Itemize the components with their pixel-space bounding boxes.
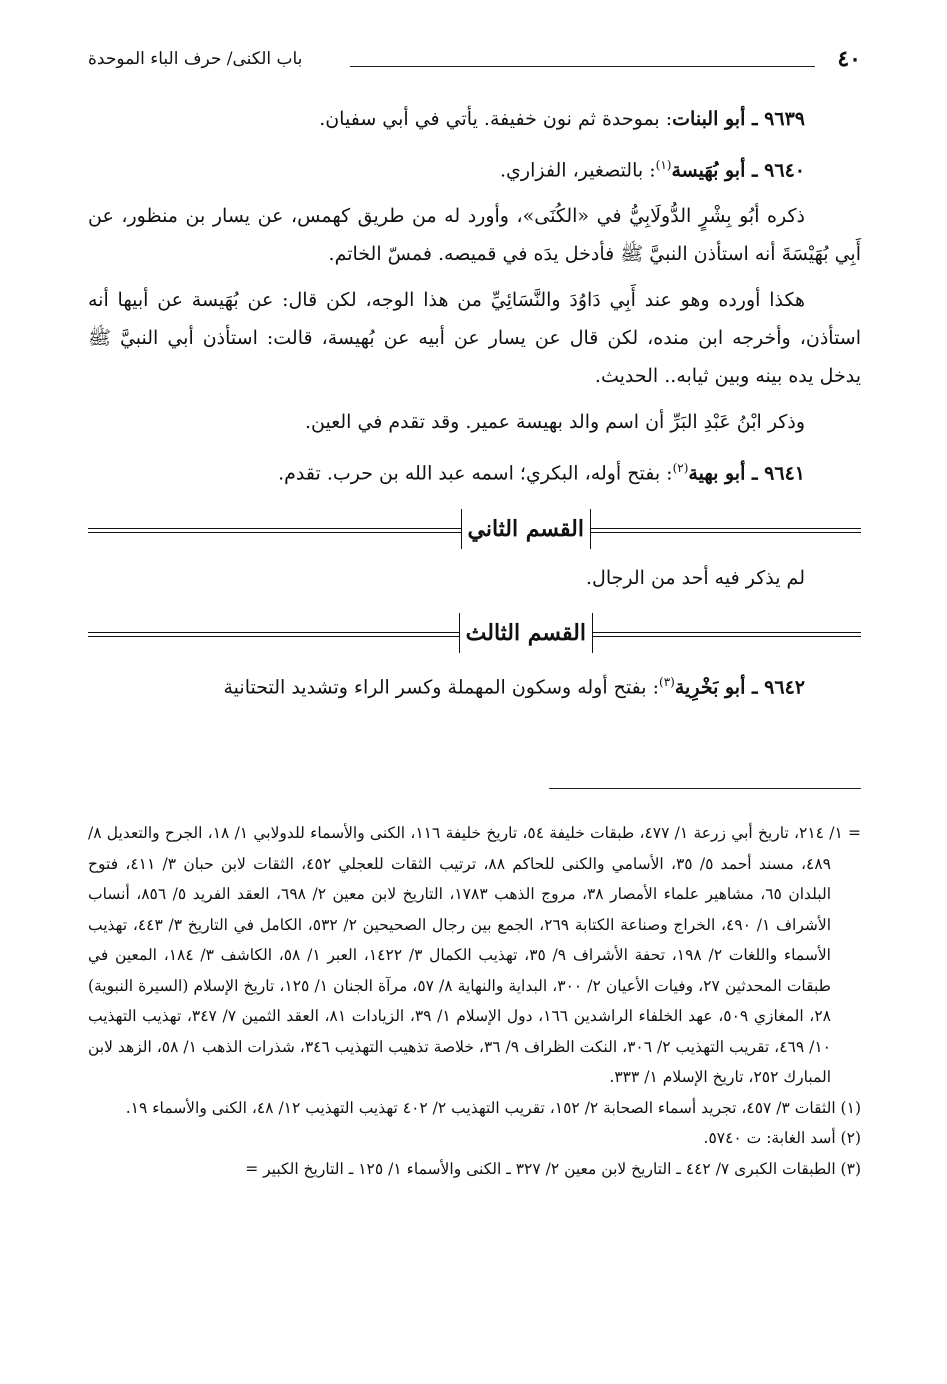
footnote-ref[interactable]: (١) [655, 158, 672, 172]
entry-text: : بموحدة ثم نون خفيفة. يأتي في أبي سفيان. [319, 108, 673, 130]
entry-heading: ٩٦٤١ ـ أبو بهية [688, 462, 805, 485]
page-number: ٤٠ [837, 46, 861, 72]
footnote-continuation: = ١/ ٢١٤، تاريخ أبي زرعة ١/ ٤٧٧، طبقات خليفة ٥٤، تاريخ خليفة ١١٦، الكنى والأسماء للدولابي ١/ ١٨، الجرح والتعديل ٨/ ٤٨٩، مسند أحمد ٥/ ٣٥، الأسامي والكنى للحاكم ٨٨، ترتيب الثقات للعجلي ٤٥٢، الثقات لابن حبان ٣/ ٤١١، فتوح البلدان ٦٥، مشاهير علماء الأمصار ٣٨، مروج الذهب ١٧٨٣، التاريخ لابن معين ٢/ ٦٩٨، العقد الفريد ٥/ ٨٥٦، أنساب الأشراف ١/ ٤٩٠، الخراج وصناعة الكتابة ٢٦٩، الجمع بين رجال الصحيحين ٢/ ٥٣٢، الكامل في التاريخ ٣/ ٤٤٣، تهذيب الأسماء واللغات ٢/ ١٩٨، تحفة الأشراف ٩/ ٣٥، تهذيب الكمال ٣/ ١٤٢٢، العبر ١/ ٥٨، الكاشف ٣/ ١٨٤، المعين في طبقات المحدثين ٢٧، وفيات الأعيان ٢/ ٣٠٠، البداية والنهاية ٨/ ٥٧، مرآة الجنان ١/ ١٢٥، تاريخ الإسلام (السيرة النبوية) ٢٨، المغازي ٥٠٩، عهد الخلفاء الراشدين ١٦٦، دول الإسلام ١/ ٣٩، الزيادات ٨١، العقد الثمين ٧/ ٣٤٧، تهذيب التهذيب ١٠/ ٤٦٩، تقريب التهذيب ٢/ ٣٠٦، النكت الظراف ٩/ ٣٦، خلاصة تذهيب التهذيب ٣٤٦، شذرات الذهب ١/ ٥٨، الزهد لابن المبارك ٢٥٢، تاريخ الإسلام ١/ ٣٣٣. [88, 824, 862, 1086]
entry-heading: ٩٦٣٩ ـ أبو البنات [672, 108, 805, 130]
entry-text: : بفتح أوله، البكري؛ اسمه عبد الله بن حرب. تقدم. [278, 462, 673, 485]
footnote-1: (١) الثقات ٣/ ٤٥٧، تجريد أسماء الصحابة ٢/ ١٥٢، تقريب التهذيب ٢/ ٤٠٢ تهذيب التهذيب ١٢/ ٤٨، الكنى والأسماء ١٩. [125, 1098, 861, 1117]
footnote-ref[interactable]: (٢) [672, 461, 689, 476]
entry-9642 [88, 663, 861, 706]
entry-9641 [88, 449, 861, 492]
footnote-3: (٣) الطبقات الكبرى ٧/ ٤٤٢ ـ التاريخ لابن معين ٢/ ٣٢٧ ـ الكنى والأسماء ١/ ١٢٥ ـ التاريخ الكبير = [245, 1159, 861, 1178]
entry-heading: ٩٦٤٠ ـ أبو بُهَيسة [671, 159, 805, 182]
section-heading-third [88, 607, 861, 663]
entry-text: : بفتح أوله وسكون المهملة وكسر الراء وتشديد التحتانية [223, 675, 660, 698]
section-title: القسم الثاني [461, 509, 592, 549]
section-heading-second [88, 503, 861, 559]
entry-9640 [88, 146, 861, 189]
paragraph-dulabi: ذكره أبُو بِشْرٍ الدُّولَابِيُّ في «الكُنَى»، وأورد له من طريق كهمس، عن يسار بن منظور، عن أَبِي بُهَيْسَةَ أنه استأذن النبيَّ ﷺ فأدخل يدَه في قميصه. فمسّ الخاتم. [88, 205, 861, 266]
footnote-ref[interactable]: (٣) [659, 674, 675, 689]
section-title: القسم الثالث [459, 613, 593, 653]
running-header [88, 44, 861, 74]
main-text [88, 100, 861, 706]
paragraph-no-men: لم يذكر فيه أحد من الرجال. [586, 566, 805, 589]
header-rule [350, 66, 815, 67]
footnotes [88, 818, 861, 1184]
footnote-2: (٢) أسد الغابة: ت ٥٧٤٠. [703, 1129, 861, 1147]
paragraph-ibn-abd-albarr: وذكر ابْنُ عَبْدِ البَرِّ أن اسم والد بهيسة عمير. وقد تقدم في العين. [304, 411, 805, 434]
header-title: باب الكنى/ حرف الباء الموحدة [88, 49, 303, 69]
entry-heading: ٩٦٤٢ ـ أبو بَخْرِية [674, 675, 805, 698]
paragraph-abu-dawud: هكذا أورده وهو عند أَبِي دَاوُدَ والنَّسَائِيِّ من هذا الوجه، لكن قال: عن بُهَيسة عن أبيها أنه استأذن، وأخرجه ابن منده، لكن قال عن يسار عن أبيه عن بُهيسة، قالت: استأذن أبي النبيَّ ﷺ يدخل يده بينه وبين ثيابه.. الحديث. [88, 289, 861, 388]
footnote-separator [549, 788, 861, 789]
entry-9639 [88, 100, 861, 138]
entry-text: : بالتصغير، الفزاري. [500, 159, 656, 182]
